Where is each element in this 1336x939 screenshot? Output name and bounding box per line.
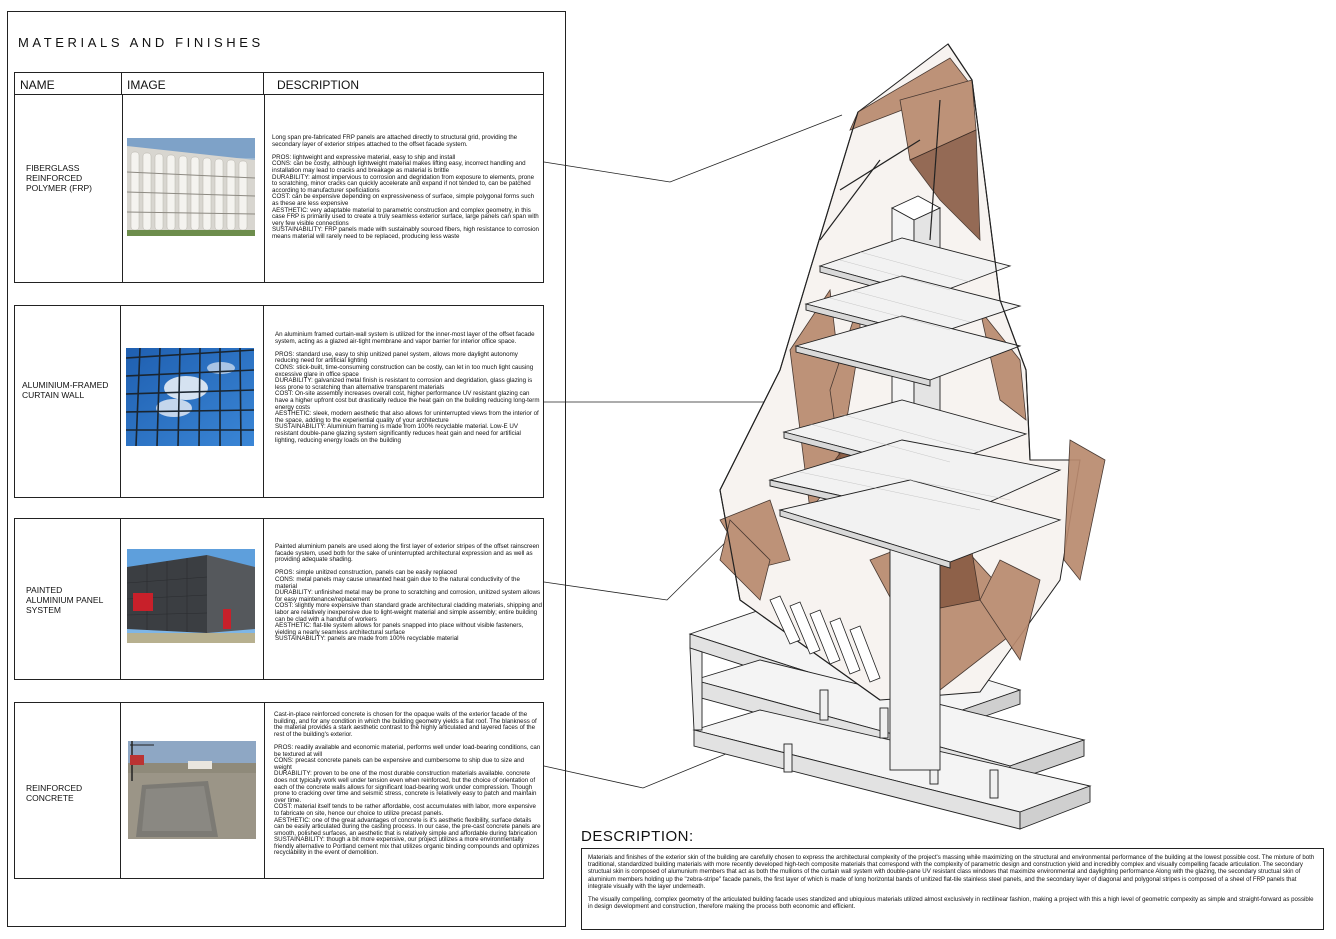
material-description-curtain-wall: An aluminium framed curtain-wall system is utilized for the inner-most layer of the offset facade system, acting as a glazed air-tight membrane and vapor barrier for interior office space. PROS: standard use, easy to ship unitized panel system, allows more daylight autonomy reducing need for artificial lighting CONS: stick-built, time-consuming construction can be costly, can let in too much light causing excessive glare in office space DURABILITY: galvanized metal finish is resistant to corrosion and degridation, glass glazing is less prone to scratching than alternative transparent materials COST: On-site assembly increases overall cost, higher performance UV resistant glazing can have a higher upfront cost but drastically reduce the heat gain on the building reducing long-term energy costs AESTHETIC: sleek, modern aesthetic that also allows for uninterrupted views from the interior of the space, adding to the experiential quality of your architecture SUSTAINABILITY: Aluminium framing is made from 100% recyclable material. Low-E UV resistant double-pane glazing system significantly reduces heat gain and need for artificial lighting, reducing energy loads on the building bbox=[275, 331, 540, 444]
material-name-curtain-wall: ALUMINIUM-FRAMED CURTAIN WALL bbox=[22, 380, 109, 400]
material-name-aluminium-panel: PAINTED ALUMINIUM PANEL SYSTEM bbox=[26, 585, 104, 615]
header-name: NAME bbox=[14, 72, 122, 95]
description-heading: DESCRIPTION: bbox=[581, 828, 694, 845]
material-description-aluminium-panel: Painted aluminium panels are used along the first layer of exterior stripes of the offset rainscreen facade system, used both for the sake of uninterrupted architectural expression and as well as providing adequate shading. PROS: simple unitized construction, panels can be easily replaced CONS: metal panels may cause unwanted heat gain due to the natural conductivity of the material DURABILITY: unfinished metal may be prone to scratching and corrosion, unitized system allows for easy maintenance/replacement COST: slightly more expensive than standard grade architectural cladding materials, shipping and labor are relatively inexpensive due to light-weight material and simple assembly; entire building can be clad with a handful of workers AESTHETIC: flat-tile system allows for panels snapped into place without visible fasteners, yielding a nearly seamless architectural surface SUSTAINABILITY: panels are made from 100% recyclable material bbox=[275, 543, 542, 643]
panel-title: MATERIALS AND FINISHES bbox=[18, 35, 264, 50]
material-name-concrete: REINFORCED CONCRETE bbox=[26, 783, 83, 803]
material-description-concrete: Cast-in-place reinforced concrete is chosen for the opaque walls of the exterior facade of the building, and for any condition in which the building geometry yields a flat roof. The blankness of the material provides a stark aesthetic contrast to the highly articulated and layered faces of the rest of the building's exterior. PROS: readily available and economic material, performs well under load-bearing conditions, can be textured at will CONS: precast concrete panels can be expensive and cumbersome to ship due to size and weight DURABILITY: proven to be one of the most durable construction materials available. concrete does not typically work well under tension even when reinforced, but the choice of orientation of each of the concrete walls allows for significant load-bearing work under compression. Though prone to cracking over time and seismic stress, concrete is relatively easy to patch and maintain over time. COST: material itself tends to be rather affordable, cost accumulates with labor, more expensive to fabricate on site, hence our choice to utilize precast panels. AESTHETIC: one of the great advantages of concrete is it's aesthetic flexibility, surface details can be easily articulated during the casting process. In our case, the pre-cast concrete panels are smooth, polished surfaces, an aesthetic that is relatively simple and affordable during fabrication SUSTAINABILITY: though a bit more expensive, our project utilizes a more environmentally friendly alternative to Portland cement mix that utilizes organic binding compounds and optimizes recyclability in the event of demolition. bbox=[274, 711, 541, 857]
material-description-frp: Long span pre-fabricated FRP panels are attached directly to structural grid, providing the secondary layer of exterior stripes attached to the offset facade system. PROS: lightweight and expressive material, easy to ship and install CONS: can be costly, although lightweight material makes lifting easy, incorrect handling and installation may lead to cracks and breakage as material is brittle DURABILITY: almost impervious to corrosion and degridation from exposure to elements, prone to scratching, minor cracks can quickly accelerate and expand if not tended to, can be patched according to manufacturer speficiations COST: can be expensive depending on expressiveness of surface, simple polygonal forms such as these are less expensive AESTHETIC: very adaptable material to parametric construction and complex geometry, in this case FRP is primarily used to create a truly seamless exterior surface, large panels can span with very few visible connections SUSTAINABILITY: FRP panels made with sustainably sourced fibers, high resistance to corrosion means material will rarely need to be replaced, producing less waste bbox=[272, 134, 539, 240]
header-image: IMAGE bbox=[121, 72, 264, 95]
material-name-frp: FIBERGLASS REINFORCED POLYMER (FRP) bbox=[26, 163, 92, 193]
header-description: DESCRIPTION bbox=[263, 72, 544, 95]
description-box bbox=[581, 848, 1324, 930]
axonometric-tower-section bbox=[680, 40, 1110, 830]
description-paragraph-2: The visually compelling, complex geometry of the articulated building facade uses standized and ubiquious materials utilized almost exclusively in rectilinear fashion, making a project with this a high level of geometric compexity as simple and straight-forward as possible in design development and construction, therefore making the process both economic and efficient. bbox=[588, 896, 1314, 911]
description-paragraph-1: Materials and finishes of the exterior skin of the building are carefully chosen to express the architectural complexity of the project's massing while maximizing on the structural and environmental performance of the building at the lowest possible cost. The mixture of both traditional, standardized building materials with more recently developed high-tech composite materials that correspond with the complexity of parametric design and construction yield and incredibly complex and visually compelling facade articulation. The secondary structual skin is composed of alumunium members that act as both the mullions of the curtain wall system with double-pane UV resistant class windows that maximize environmental and daylighting performance Along with the glazing, the secondary structual skin of aluminium members holding up the "zebra-stripe" facade panels, the first layer of which is made of long horizontal bands of unitized flat-tile stainless steel panels, and the secondary layer of diagonal and polygonal stripes is composed of a sheel of FRP panels that integrate visually with the layer underneath. bbox=[588, 854, 1315, 890]
